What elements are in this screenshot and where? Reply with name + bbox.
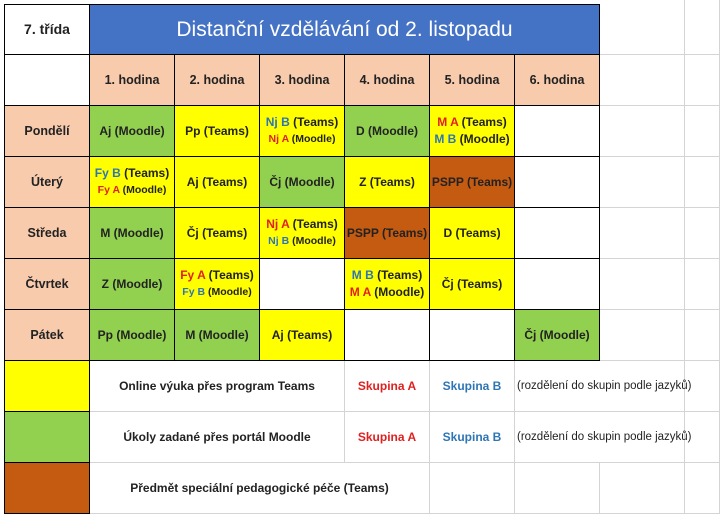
lesson-cell: Čj (Moodle) [259,156,345,208]
lesson-cell: M (Moodle) [174,309,260,361]
empty-cell [600,106,685,157]
empty-cell [685,259,720,310]
legend-swatch-moodle [4,411,90,463]
lesson-cell: Pp (Moodle) [89,309,175,361]
legend-note: (rozdělení do skupin podle jazyků) [515,361,685,412]
corner-cell [4,54,90,106]
lesson-mode: (Teams) [205,268,254,282]
empty-cell [600,259,685,310]
lesson-mode: (Teams) [373,268,423,282]
empty-lesson-cell [514,105,600,157]
empty-lesson-cell [514,156,600,208]
empty-cell [600,55,685,106]
empty-lesson-cell [344,309,430,361]
class-label: 7. třída [4,4,90,55]
group-a-code: M A [437,115,459,129]
day-label: Pátek [4,309,90,361]
lesson-cell: Čj (Moodle) [514,309,600,361]
lesson-mode: (Teams) [289,217,338,231]
day-label: Středa [4,207,90,259]
day-label: Pondělí [4,105,90,157]
split-lesson-cell [259,105,345,157]
group-a-code: Nj A [268,133,289,145]
empty-cell [685,208,720,259]
empty-cell [685,0,720,55]
group-b-code: M B [434,132,457,146]
legend-label-teams: Online výuka přes program Teams [90,361,345,412]
day-label: Úterý [4,156,90,208]
group-a-code: Fy A [97,184,120,196]
lesson-cell: Čj (Teams) [174,207,260,259]
lesson-cell: Aj (Moodle) [89,105,175,157]
hour-header: 3. hodina [259,54,345,106]
empty-lesson-cell [514,207,600,259]
legend-swatch-pspp [4,462,90,514]
legend-group-a: Skupina A [345,412,430,463]
lesson-mode: (Moodle) [456,132,510,146]
legend-note: (rozdělení do skupin podle jazyků) [515,412,685,463]
lesson-cell: D (Moodle) [344,105,430,157]
group-b-code: Nj B [265,115,290,129]
lesson-cell: Aj (Teams) [174,156,260,208]
lesson-cell: Pp (Teams) [174,105,260,157]
empty-cell [515,463,600,514]
lesson-cell: PSPP (Teams) [344,207,430,259]
group-a-code: M A [349,285,371,299]
legend-group-b: Skupina B [430,361,515,412]
split-lesson-cell [344,258,430,310]
empty-cell [600,310,685,361]
empty-cell [600,208,685,259]
lesson-mode: (Moodle) [289,235,336,247]
lesson-mode: (Teams) [120,166,170,180]
hour-header: 4. hodina [344,54,430,106]
hour-header: 1. hodina [89,54,175,106]
lesson-cell: D (Teams) [429,207,515,259]
group-b-code: Nj B [268,235,290,247]
legend-swatch-teams [4,360,90,412]
lesson-cell: PSPP (Teams) [429,156,515,208]
empty-cell [430,463,515,514]
split-lesson-cell [89,156,175,208]
hour-header: 6. hodina [514,54,600,106]
lesson-cell: Čj (Teams) [429,258,515,310]
lesson-cell: Aj (Teams) [259,309,345,361]
group-b-code: Fy B [182,286,206,298]
empty-cell [685,463,720,514]
empty-lesson-cell [514,258,600,310]
group-a-code: Nj A [266,217,290,231]
lesson-cell: Z (Teams) [344,156,430,208]
empty-cell [685,310,720,361]
lesson-mode: (Teams) [289,115,339,129]
lesson-mode: (Moodle) [370,285,425,299]
legend-group-a: Skupina A [345,361,430,412]
lesson-mode: (Moodle) [119,184,167,196]
legend-label-pspp: Předmět speciální pedagogické péče (Teams) [90,463,430,514]
legend-label-moodle: Úkoly zadané přes portál Moodle [90,412,345,463]
lesson-mode: (Moodle) [288,133,336,145]
empty-cell [685,55,720,106]
hour-header: 2. hodina [174,54,260,106]
empty-cell [600,463,685,514]
split-lesson-cell [174,258,260,310]
group-b-code: Fy B [94,166,121,180]
empty-cell [685,106,720,157]
empty-cell [685,157,720,208]
split-lesson-cell [259,207,345,259]
group-a-code: Fy A [180,268,206,282]
split-lesson-cell [429,105,515,157]
lesson-mode: (Teams) [458,115,507,129]
empty-cell [600,157,685,208]
empty-lesson-cell [259,258,345,310]
lesson-mode: (Moodle) [205,286,252,298]
empty-cell [600,0,685,55]
day-label: Čtvrtek [4,258,90,310]
lesson-cell: M (Moodle) [89,207,175,259]
hour-header: 5. hodina [429,54,515,106]
page-title: Distanční vzdělávání od 2. listopadu [89,4,600,55]
lesson-cell: Z (Moodle) [89,258,175,310]
empty-lesson-cell [429,309,515,361]
legend-group-b: Skupina B [430,412,515,463]
group-b-code: M B [351,268,374,282]
